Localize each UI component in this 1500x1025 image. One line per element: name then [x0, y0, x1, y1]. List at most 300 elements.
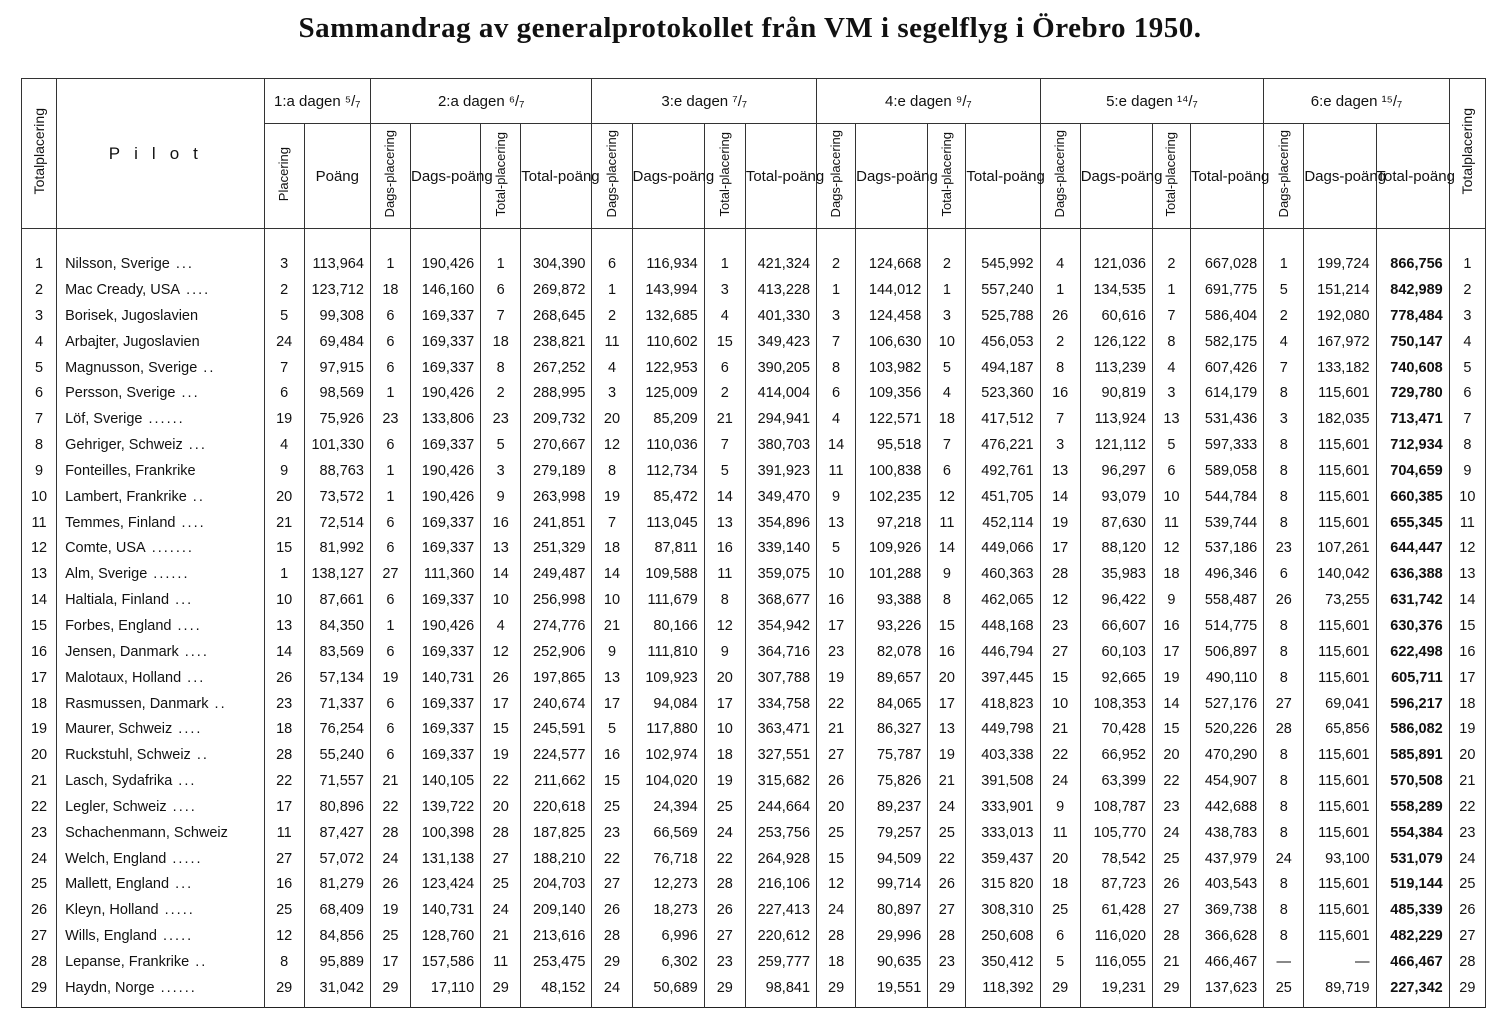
total-poang-cell: 667,028 — [1191, 229, 1264, 278]
rank-cell-right: 21 — [1449, 768, 1485, 794]
total-placering-cell: 26 — [481, 665, 521, 691]
dags-poang-cell: 190,426 — [410, 380, 480, 406]
total-poang-cell: 586,404 — [1191, 303, 1264, 329]
total-placering-cell: 15 — [704, 329, 745, 355]
final-total-poang-cell: 482,229 — [1376, 923, 1449, 949]
total-placering-cell: 13 — [481, 536, 521, 562]
total-poang-cell: 366,628 — [1191, 923, 1264, 949]
total-poang-cell: 256,998 — [521, 587, 592, 613]
poang-cell: 71,337 — [304, 691, 370, 717]
total-placering-cell: 11 — [1152, 510, 1190, 536]
total-poang-cell: 188,210 — [521, 846, 592, 872]
rank-cell: 3 — [22, 303, 57, 329]
total-poang-cell: 397,445 — [966, 665, 1040, 691]
dags-poang-cell: 182,035 — [1304, 406, 1376, 432]
dags-placering-cell: 22 — [592, 846, 632, 872]
dags-poang-cell: 102,235 — [856, 484, 928, 510]
table-row — [22, 691, 1486, 717]
subheader-dagspoang: Dags-poäng — [410, 124, 480, 229]
dags-poang-cell: 94,509 — [856, 846, 928, 872]
header-day-1: 1:a dagen ⁵/₇ — [264, 79, 370, 124]
dags-placering-cell: 9 — [592, 639, 632, 665]
dags-poang-cell: 109,588 — [632, 561, 704, 587]
placering-cell: 19 — [264, 406, 304, 432]
total-placering-cell: 26 — [1152, 872, 1190, 898]
total-placering-cell: 5 — [481, 432, 521, 458]
dags-placering-cell: 8 — [1264, 897, 1304, 923]
total-placering-cell: 28 — [1152, 923, 1190, 949]
rank-cell: 24 — [22, 846, 57, 872]
dags-placering-cell: 27 — [1040, 639, 1080, 665]
total-poang-cell: 691,775 — [1191, 277, 1264, 303]
total-poang-cell: 211,662 — [521, 768, 592, 794]
dags-placering-cell: 2 — [1264, 303, 1304, 329]
total-poang-cell: 197,865 — [521, 665, 592, 691]
total-placering-cell: 19 — [1152, 665, 1190, 691]
total-placering-cell: 23 — [481, 406, 521, 432]
dags-poang-cell: 18,273 — [632, 897, 704, 923]
header-day-6: 6:e dagen ¹⁵/₇ — [1264, 79, 1449, 124]
dags-poang-cell: 115,601 — [1304, 380, 1376, 406]
dags-placering-cell: 8 — [1264, 872, 1304, 898]
dags-placering-cell: 8 — [1264, 510, 1304, 536]
final-total-poang-cell: 630,376 — [1376, 613, 1449, 639]
dags-poang-cell: 19,231 — [1080, 975, 1152, 1008]
rank-cell-right: 27 — [1449, 923, 1485, 949]
dags-poang-cell: 131,138 — [410, 846, 480, 872]
rank-cell: 19 — [22, 716, 57, 742]
total-poang-cell: 349,423 — [745, 329, 816, 355]
placering-cell: 21 — [264, 510, 304, 536]
dags-poang-cell: 115,601 — [1304, 484, 1376, 510]
total-poang-cell: 359,437 — [966, 846, 1040, 872]
total-placering-cell: 29 — [928, 975, 966, 1008]
dags-placering-cell: 5 — [592, 716, 632, 742]
dags-placering-cell: 29 — [370, 975, 410, 1008]
leader-dots: ... — [172, 773, 197, 790]
dags-poang-cell: 86,327 — [856, 716, 928, 742]
total-poang-cell: 274,776 — [521, 613, 592, 639]
dags-placering-cell: 23 — [817, 639, 856, 665]
dags-placering-cell: 23 — [592, 820, 632, 846]
pilot-cell — [57, 742, 265, 768]
rank-cell: 20 — [22, 742, 57, 768]
poang-cell: 81,992 — [304, 536, 370, 562]
total-placering-cell: 29 — [481, 975, 521, 1008]
total-poang-cell: 118,392 — [966, 975, 1040, 1008]
pilot-cell — [57, 561, 265, 587]
dags-poang-cell: 133,806 — [410, 406, 480, 432]
dags-placering-cell: 8 — [817, 355, 856, 381]
document-title: Sammandrag av generalprotokollet från VM i segelflyg i Örebro 1950. — [298, 12, 1202, 44]
pilot-name: Lambert, Frankrike — [65, 488, 187, 505]
subheader-totalpoang: Total-poäng — [1191, 124, 1264, 229]
dags-placering-cell: 1 — [370, 613, 410, 639]
rank-cell-right: 7 — [1449, 406, 1485, 432]
dags-placering-cell: 4 — [1040, 229, 1080, 278]
total-placering-cell: 5 — [928, 355, 966, 381]
pilot-cell — [57, 691, 265, 717]
dags-placering-cell: 17 — [817, 613, 856, 639]
dags-placering-cell: 8 — [1264, 432, 1304, 458]
placering-cell: 14 — [264, 639, 304, 665]
pilot-name: Jensen, Danmark — [65, 643, 179, 660]
table-row — [22, 665, 1486, 691]
total-poang-cell: 279,189 — [521, 458, 592, 484]
dags-poang-cell: 115,601 — [1304, 768, 1376, 794]
total-placering-cell: 8 — [928, 587, 966, 613]
dags-placering-cell: 5 — [817, 536, 856, 562]
total-placering-cell: 17 — [1152, 639, 1190, 665]
leader-dots: ... — [181, 669, 206, 686]
pilot-cell — [57, 897, 265, 923]
final-total-poang-cell: 712,934 — [1376, 432, 1449, 458]
rank-cell-right: 23 — [1449, 820, 1485, 846]
poang-cell: 69,484 — [304, 329, 370, 355]
dags-poang-cell: 190,426 — [410, 229, 480, 278]
total-placering-cell: 1 — [1152, 277, 1190, 303]
rank-cell-right: 8 — [1449, 432, 1485, 458]
rank-cell: 7 — [22, 406, 57, 432]
dags-placering-cell: 22 — [370, 794, 410, 820]
total-placering-cell: 22 — [928, 846, 966, 872]
table-row — [22, 536, 1486, 562]
total-placering-cell: 1 — [928, 277, 966, 303]
rank-cell-right: 4 — [1449, 329, 1485, 355]
dags-poang-cell: 117,880 — [632, 716, 704, 742]
poang-cell: 101,330 — [304, 432, 370, 458]
pilot-cell — [57, 484, 265, 510]
dags-poang-cell: 140,731 — [410, 897, 480, 923]
placering-cell: 12 — [264, 923, 304, 949]
rank-cell-right: 25 — [1449, 872, 1485, 898]
dags-poang-cell: 111,360 — [410, 561, 480, 587]
dags-poang-cell: 94,084 — [632, 691, 704, 717]
total-placering-cell: 1 — [704, 229, 745, 278]
pilot-cell — [57, 458, 265, 484]
placering-cell: 11 — [264, 820, 304, 846]
total-placering-cell: 3 — [481, 458, 521, 484]
total-placering-cell: 6 — [704, 355, 745, 381]
dags-poang-cell: 108,353 — [1080, 691, 1152, 717]
dags-placering-cell: 28 — [370, 820, 410, 846]
total-poang-cell: 251,329 — [521, 536, 592, 562]
dags-placering-cell: 26 — [592, 897, 632, 923]
rank-cell: 10 — [22, 484, 57, 510]
dags-placering-cell: 15 — [1040, 665, 1080, 691]
total-poang-cell: 527,176 — [1191, 691, 1264, 717]
pilot-name: Maurer, Schweiz — [65, 721, 173, 738]
dags-placering-cell: 6 — [370, 639, 410, 665]
dags-poang-cell: 190,426 — [410, 613, 480, 639]
total-placering-cell: 25 — [704, 794, 745, 820]
dags-placering-cell: 27 — [1264, 691, 1304, 717]
total-placering-cell: 29 — [1152, 975, 1190, 1008]
table-row — [22, 303, 1486, 329]
dags-poang-cell: 93,226 — [856, 613, 928, 639]
dags-poang-cell: 17,110 — [410, 975, 480, 1008]
dags-placering-cell: 24 — [370, 846, 410, 872]
dags-placering-cell: 27 — [370, 561, 410, 587]
total-poang-cell: 252,906 — [521, 639, 592, 665]
dags-poang-cell: 167,972 — [1304, 329, 1376, 355]
total-placering-cell: 13 — [704, 510, 745, 536]
dags-poang-cell: 102,974 — [632, 742, 704, 768]
rank-cell-right: 29 — [1449, 975, 1485, 1008]
total-poang-cell: 308,310 — [966, 897, 1040, 923]
total-poang-cell: 380,703 — [745, 432, 816, 458]
table-row — [22, 820, 1486, 846]
rank-cell: 15 — [22, 613, 57, 639]
total-poang-cell: 448,168 — [966, 613, 1040, 639]
subheader-dagspoang: Dags-poäng — [856, 124, 928, 229]
dags-poang-cell: 199,724 — [1304, 229, 1376, 278]
dags-poang-cell: 139,722 — [410, 794, 480, 820]
total-poang-cell: 227,413 — [745, 897, 816, 923]
total-poang-cell: 557,240 — [966, 277, 1040, 303]
total-poang-cell: 414,004 — [745, 380, 816, 406]
dags-placering-cell: 6 — [370, 355, 410, 381]
rank-cell-right: 19 — [1449, 716, 1485, 742]
leader-dots: .... — [171, 617, 202, 634]
total-placering-cell: 24 — [928, 794, 966, 820]
dags-poang-cell: 106,630 — [856, 329, 928, 355]
rank-cell: 18 — [22, 691, 57, 717]
rank-cell: 23 — [22, 820, 57, 846]
placering-cell: 9 — [264, 458, 304, 484]
dags-placering-cell: 6 — [370, 742, 410, 768]
dags-poang-cell: 110,602 — [632, 329, 704, 355]
total-placering-cell: 17 — [481, 691, 521, 717]
dags-placering-cell: 1 — [1264, 229, 1304, 278]
total-poang-cell: 391,923 — [745, 458, 816, 484]
leader-dots: ... — [169, 876, 194, 893]
dags-poang-cell: 113,924 — [1080, 406, 1152, 432]
total-placering-cell: 21 — [704, 406, 745, 432]
placering-cell: 16 — [264, 872, 304, 898]
table-row — [22, 716, 1486, 742]
placering-cell: 24 — [264, 329, 304, 355]
dags-poang-cell: 124,668 — [856, 229, 928, 278]
dags-poang-cell: 169,337 — [410, 303, 480, 329]
dags-poang-cell: 90,635 — [856, 949, 928, 975]
total-poang-cell: 597,333 — [1191, 432, 1264, 458]
dags-poang-cell: 115,601 — [1304, 742, 1376, 768]
dags-placering-cell: 16 — [1040, 380, 1080, 406]
total-poang-cell: 442,688 — [1191, 794, 1264, 820]
dags-placering-cell: 7 — [1040, 406, 1080, 432]
pilot-name: Gehriger, Schweiz — [65, 437, 183, 454]
placering-cell: 5 — [264, 303, 304, 329]
total-placering-cell: 27 — [704, 923, 745, 949]
dags-poang-cell: 121,036 — [1080, 229, 1152, 278]
dags-placering-cell: 8 — [1264, 484, 1304, 510]
total-placering-cell: 8 — [481, 355, 521, 381]
total-poang-cell: 209,732 — [521, 406, 592, 432]
leader-dots: .. — [190, 747, 209, 764]
dags-placering-cell: 6 — [370, 536, 410, 562]
dags-placering-cell: 1 — [370, 484, 410, 510]
dags-placering-cell: 19 — [370, 665, 410, 691]
dags-placering-cell: 12 — [592, 432, 632, 458]
leader-dots: .... — [166, 798, 197, 815]
pilot-name: Kleyn, Holland — [65, 902, 159, 919]
dags-placering-cell: 24 — [1264, 846, 1304, 872]
total-poang-cell: 307,788 — [745, 665, 816, 691]
pilot-cell — [57, 820, 265, 846]
final-total-poang-cell: 622,498 — [1376, 639, 1449, 665]
dags-placering-cell: 1 — [592, 277, 632, 303]
dags-poang-cell: 115,601 — [1304, 820, 1376, 846]
dags-placering-cell: 4 — [1264, 329, 1304, 355]
dags-placering-cell: 7 — [592, 510, 632, 536]
dags-placering-cell: 8 — [1264, 665, 1304, 691]
rank-cell-right: 24 — [1449, 846, 1485, 872]
pilot-name: Fonteilles, Frankrike — [65, 462, 196, 479]
total-placering-cell: 5 — [1152, 432, 1190, 458]
total-placering-cell: 8 — [704, 587, 745, 613]
placering-cell: 23 — [264, 691, 304, 717]
dags-poang-cell: 6,302 — [632, 949, 704, 975]
table-row — [22, 975, 1486, 1008]
leader-dots: ... — [169, 592, 194, 609]
total-poang-cell: 244,664 — [745, 794, 816, 820]
dags-placering-cell: 26 — [370, 872, 410, 898]
final-total-poang-cell: 227,342 — [1376, 975, 1449, 1008]
dags-placering-cell: 24 — [1040, 768, 1080, 794]
dags-placering-cell: 19 — [370, 897, 410, 923]
rank-cell-right: 28 — [1449, 949, 1485, 975]
total-poang-cell: 263,998 — [521, 484, 592, 510]
final-total-poang-cell: 586,082 — [1376, 716, 1449, 742]
pilot-cell — [57, 794, 265, 820]
dags-poang-cell: 101,288 — [856, 561, 928, 587]
rank-cell-right: 22 — [1449, 794, 1485, 820]
dags-poang-cell: 144,012 — [856, 277, 928, 303]
pilot-cell — [57, 329, 265, 355]
pilot-cell — [57, 229, 265, 278]
total-placering-cell: 16 — [704, 536, 745, 562]
rank-cell: 13 — [22, 561, 57, 587]
subheader-dagspoang: Dags-poäng — [1080, 124, 1152, 229]
dags-placering-cell: 27 — [592, 872, 632, 898]
leader-dots: ..... — [158, 902, 195, 919]
dags-placering-cell: 10 — [817, 561, 856, 587]
total-placering-cell: 18 — [704, 742, 745, 768]
dags-placering-cell: 8 — [1264, 458, 1304, 484]
rank-cell: 6 — [22, 380, 57, 406]
total-poang-cell: 241,851 — [521, 510, 592, 536]
rank-cell-right: 20 — [1449, 742, 1485, 768]
dags-placering-cell: 10 — [1040, 691, 1080, 717]
rank-cell: 17 — [22, 665, 57, 691]
dags-placering-cell: 8 — [1040, 355, 1080, 381]
dags-placering-cell: 12 — [1040, 587, 1080, 613]
header-totalplacering-right: Totalplacering — [1449, 79, 1485, 229]
placering-cell: 28 — [264, 742, 304, 768]
total-placering-cell: 10 — [704, 716, 745, 742]
dags-placering-cell: 1 — [370, 458, 410, 484]
final-total-poang-cell: 750,147 — [1376, 329, 1449, 355]
total-placering-cell: 14 — [704, 484, 745, 510]
placering-cell: 13 — [264, 613, 304, 639]
total-placering-cell: 10 — [481, 587, 521, 613]
dags-placering-cell: 17 — [592, 691, 632, 717]
dags-placering-cell: 23 — [1264, 536, 1304, 562]
final-total-poang-cell: 644,447 — [1376, 536, 1449, 562]
pilot-name: Nilsson, Sverige — [65, 256, 170, 273]
dags-poang-cell: 73,255 — [1304, 587, 1376, 613]
total-placering-cell: 18 — [481, 329, 521, 355]
total-placering-cell: 15 — [481, 716, 521, 742]
dags-placering-cell: 25 — [370, 923, 410, 949]
dags-poang-cell: 115,601 — [1304, 639, 1376, 665]
total-placering-cell: 11 — [704, 561, 745, 587]
table-row — [22, 587, 1486, 613]
total-placering-cell: 12 — [481, 639, 521, 665]
total-poang-cell: 531,436 — [1191, 406, 1264, 432]
rank-cell: 9 — [22, 458, 57, 484]
table-row — [22, 639, 1486, 665]
final-total-poang-cell: 585,891 — [1376, 742, 1449, 768]
poang-cell: 97,915 — [304, 355, 370, 381]
total-poang-cell: 492,761 — [966, 458, 1040, 484]
subheader-totalpoang: Total-poäng — [521, 124, 592, 229]
total-poang-cell: 253,756 — [745, 820, 816, 846]
dags-poang-cell: 90,819 — [1080, 380, 1152, 406]
dags-poang-cell: 85,472 — [632, 484, 704, 510]
dags-placering-cell: 18 — [1040, 872, 1080, 898]
dags-poang-cell: 123,424 — [410, 872, 480, 898]
total-poang-cell: 249,487 — [521, 561, 592, 587]
final-total-poang-cell: 631,742 — [1376, 587, 1449, 613]
dags-poang-cell: 89,719 — [1304, 975, 1376, 1008]
rank-cell-right: 5 — [1449, 355, 1485, 381]
dags-poang-cell: 113,045 — [632, 510, 704, 536]
pilot-cell — [57, 355, 265, 381]
poang-cell: 31,042 — [304, 975, 370, 1008]
dags-placering-cell: 17 — [1040, 536, 1080, 562]
dags-placering-cell: 6 — [370, 510, 410, 536]
dags-poang-cell: 93,100 — [1304, 846, 1376, 872]
final-total-poang-cell: 740,608 — [1376, 355, 1449, 381]
dags-placering-cell: 6 — [370, 691, 410, 717]
dags-placering-cell: 25 — [817, 820, 856, 846]
table-row — [22, 484, 1486, 510]
dags-poang-cell: 24,394 — [632, 794, 704, 820]
total-poang-cell: 259,777 — [745, 949, 816, 975]
dags-placering-cell: 20 — [817, 794, 856, 820]
rank-cell: 11 — [22, 510, 57, 536]
total-placering-cell: 27 — [1152, 897, 1190, 923]
leader-dots: ..... — [156, 928, 194, 945]
dags-placering-cell: 22 — [1040, 742, 1080, 768]
total-placering-cell: 14 — [928, 536, 966, 562]
dags-placering-cell: 5 — [1264, 277, 1304, 303]
pilot-cell — [57, 846, 265, 872]
dags-poang-cell: 169,337 — [410, 639, 480, 665]
dags-placering-cell: 24 — [592, 975, 632, 1008]
dags-poang-cell: 111,679 — [632, 587, 704, 613]
total-poang-cell: 520,226 — [1191, 716, 1264, 742]
total-poang-cell: 204,703 — [521, 872, 592, 898]
total-poang-cell: 339,140 — [745, 536, 816, 562]
total-poang-cell: 449,798 — [966, 716, 1040, 742]
dags-poang-cell: 169,337 — [410, 716, 480, 742]
rank-cell: 4 — [22, 329, 57, 355]
dags-poang-cell: 111,810 — [632, 639, 704, 665]
pilot-name: Löf, Sverige — [65, 411, 143, 428]
